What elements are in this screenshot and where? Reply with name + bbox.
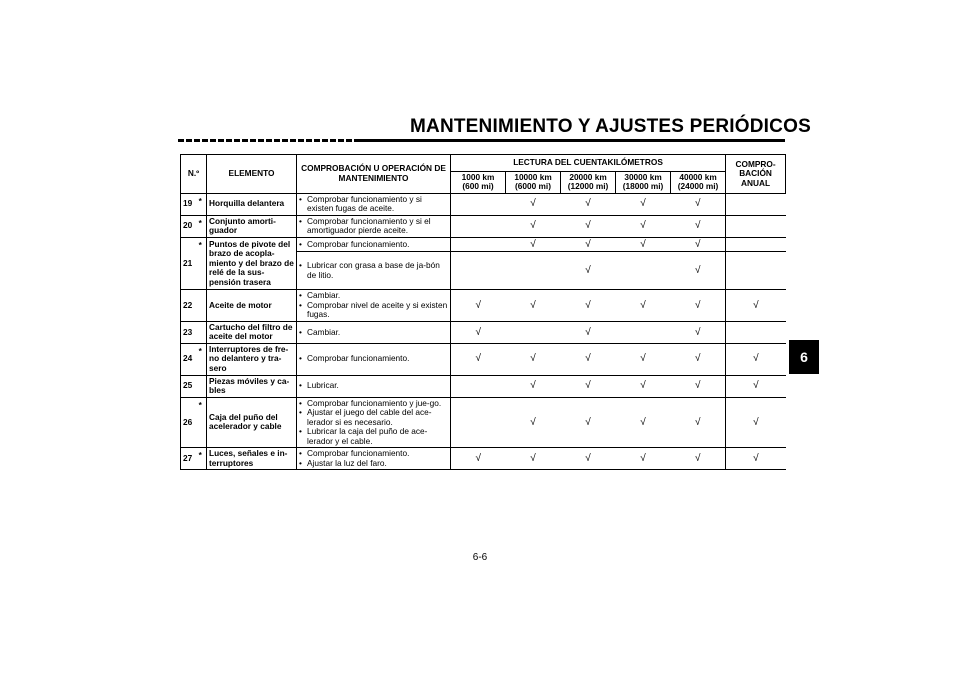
interval-check-cell <box>451 448 506 470</box>
interval-check-cell <box>506 252 561 290</box>
row-number: 22 <box>181 290 197 322</box>
check-mark-icon: √ <box>695 299 701 311</box>
interval-check-cell <box>561 375 616 397</box>
check-mark-icon: √ <box>530 198 536 210</box>
dealer-mark: * <box>197 448 207 470</box>
interval-check-cell <box>561 321 616 343</box>
table-row <box>181 448 786 470</box>
interval-check-cell <box>451 290 506 322</box>
interval-check-cell <box>671 237 726 252</box>
row-number: 19 <box>181 193 197 215</box>
table-row <box>181 215 786 237</box>
table-row <box>181 290 786 322</box>
interval-check-cell <box>506 237 561 252</box>
header-interval: 40000 km (24000 mi) <box>671 171 726 193</box>
dealer-mark: * <box>197 215 207 237</box>
check-mark-icon: √ <box>640 380 646 392</box>
row-number: 23 <box>181 321 197 343</box>
interval-check-cell <box>671 193 726 215</box>
operation-item: • Lubricar la caja del puño de ace-lerador y el cable. <box>299 427 448 446</box>
operation-cell <box>297 375 451 397</box>
check-mark-icon: √ <box>753 353 759 365</box>
operation-item: • Lubricar. <box>299 381 448 391</box>
dealer-mark: * <box>197 193 207 215</box>
check-mark-icon: √ <box>640 453 646 465</box>
interval-check-cell <box>506 193 561 215</box>
check-mark-icon: √ <box>585 198 591 210</box>
check-mark-icon: √ <box>530 299 536 311</box>
check-mark-icon: √ <box>585 238 591 250</box>
interval-check-cell <box>671 215 726 237</box>
interval-check-cell <box>561 237 616 252</box>
interval-check-cell <box>616 252 671 290</box>
operation-item: • Ajustar la luz del faro. <box>299 459 448 469</box>
check-mark-icon: √ <box>475 453 482 465</box>
operation-cell <box>297 193 451 215</box>
operation-cell <box>297 215 451 237</box>
interval-check-cell <box>451 375 506 397</box>
check-mark-icon: √ <box>530 453 536 465</box>
annual-check-cell <box>726 448 786 470</box>
interval-check-cell <box>616 448 671 470</box>
interval-check-cell <box>561 193 616 215</box>
check-mark-icon: √ <box>695 238 701 250</box>
annual-check-cell <box>726 290 786 322</box>
interval-check-cell <box>616 193 671 215</box>
check-mark-icon: √ <box>640 198 646 210</box>
annual-check-cell <box>726 215 786 237</box>
table-row <box>181 237 786 252</box>
check-mark-icon: √ <box>695 380 701 392</box>
page-title: MANTENIMIENTO Y AJUSTES PERIÓDICOS <box>410 116 811 137</box>
header-operation: COMPROBACIÓN U OPERACIÓN DE MANTENIMIENTO <box>297 155 451 194</box>
interval-check-cell <box>616 397 671 448</box>
interval-check-cell <box>616 290 671 322</box>
dealer-mark <box>197 321 207 343</box>
operation-cell <box>297 252 451 290</box>
check-mark-icon: √ <box>695 198 701 210</box>
interval-check-cell <box>561 290 616 322</box>
interval-check-cell <box>506 343 561 375</box>
row-number: 20 <box>181 215 197 237</box>
check-mark-icon: √ <box>585 380 591 392</box>
row-number: 27 <box>181 448 197 470</box>
interval-check-cell <box>671 448 726 470</box>
check-mark-icon: √ <box>585 220 591 232</box>
element-name: Puntos de pivote del brazo de acopla-miento y del brazo de relé de la sus-pensión trasera <box>207 237 297 290</box>
dealer-mark: * <box>197 237 207 290</box>
operation-item: • Comprobar funcionamiento y si el amortiguador pierde aceite. <box>299 217 448 236</box>
interval-check-cell <box>561 252 616 290</box>
operation-cell <box>297 343 451 375</box>
interval-check-cell <box>616 215 671 237</box>
interval-check-cell <box>561 448 616 470</box>
row-number: 25 <box>181 375 197 397</box>
check-mark-icon: √ <box>530 238 536 250</box>
check-mark-icon: √ <box>640 353 646 365</box>
check-mark-icon: √ <box>585 299 591 311</box>
operation-item: • Lubricar con grasa a base de ja-bón de litio. <box>299 261 448 280</box>
table-row <box>181 193 786 215</box>
interval-check-cell <box>451 343 506 375</box>
operation-item: • Comprobar funcionamiento. <box>299 240 448 250</box>
table-body <box>181 193 786 470</box>
check-mark-icon: √ <box>530 380 536 392</box>
dealer-mark: * <box>197 397 207 448</box>
element-name: Horquilla delantera <box>207 193 297 215</box>
dealer-mark: * <box>197 343 207 375</box>
check-mark-icon: √ <box>585 453 591 465</box>
interval-check-cell <box>616 343 671 375</box>
interval-check-cell <box>616 237 671 252</box>
element-name: Piezas móviles y ca-bles <box>207 375 297 397</box>
interval-check-cell <box>671 397 726 448</box>
annual-check-cell <box>726 397 786 448</box>
header-element: ELEMENTO <box>207 155 297 194</box>
interval-check-cell <box>451 237 506 252</box>
interval-check-cell <box>451 321 506 343</box>
check-mark-icon: √ <box>585 326 591 338</box>
interval-check-cell <box>671 343 726 375</box>
annual-check-cell <box>726 375 786 397</box>
table-row <box>181 397 786 448</box>
operation-item: • Cambiar. <box>299 328 448 338</box>
check-mark-icon: √ <box>640 238 646 250</box>
header-interval: 1000 km (600 mi) <box>451 171 506 193</box>
check-mark-icon: √ <box>753 299 759 311</box>
page-number: 6-6 <box>472 552 488 563</box>
interval-check-cell <box>561 343 616 375</box>
check-mark-icon: √ <box>695 326 701 338</box>
interval-check-cell <box>506 215 561 237</box>
interval-check-cell <box>451 397 506 448</box>
check-mark-icon: √ <box>695 453 701 465</box>
annual-check-cell <box>726 343 786 375</box>
title-rule <box>180 139 785 142</box>
check-mark-icon: √ <box>585 353 591 365</box>
header-num: N.º <box>181 155 207 194</box>
check-mark-icon: √ <box>753 416 759 428</box>
interval-check-cell <box>506 448 561 470</box>
interval-check-cell <box>671 252 726 290</box>
interval-check-cell <box>506 397 561 448</box>
interval-check-cell <box>671 290 726 322</box>
element-name: Conjunto amorti- guador <box>207 215 297 237</box>
check-mark-icon: √ <box>640 220 646 232</box>
operation-cell <box>297 237 451 252</box>
chapter-tab: 6 <box>789 340 819 374</box>
check-mark-icon: √ <box>530 220 536 232</box>
row-number: 24 <box>181 343 197 375</box>
element-name: Caja del puño del acelerador y cable <box>207 397 297 448</box>
annual-check-cell <box>726 193 786 215</box>
check-mark-icon: √ <box>585 416 591 428</box>
annual-check-cell <box>726 252 786 290</box>
header-odometer: LECTURA DEL CUENTAKILÓMETROS <box>451 155 726 172</box>
check-mark-icon: √ <box>475 326 482 338</box>
interval-check-cell <box>616 375 671 397</box>
dealer-mark <box>197 290 207 322</box>
element-name: Interruptores de fre-no delantero y tra-sero <box>207 343 297 375</box>
operation-item: • Comprobar nivel de aceite y si existen fugas. <box>299 301 448 320</box>
check-mark-icon: √ <box>695 265 701 276</box>
operation-cell <box>297 448 451 470</box>
operation-item: • Cambiar. <box>299 291 448 301</box>
row-number: 21 <box>181 237 197 290</box>
operation-item: • Ajustar el juego del cable del ace-lerador si es necesario. <box>299 408 448 427</box>
element-name: Aceite de motor <box>207 290 297 322</box>
check-mark-icon: √ <box>475 299 482 311</box>
element-name: Cartucho del filtro de aceite del motor <box>207 321 297 343</box>
header-interval: 30000 km (18000 mi) <box>616 171 671 193</box>
annual-check-cell <box>726 321 786 343</box>
interval-check-cell <box>506 290 561 322</box>
table-row <box>181 343 786 375</box>
check-mark-icon: √ <box>695 416 701 428</box>
operation-item: • Comprobar funcionamiento y jue-go. <box>299 399 448 409</box>
check-mark-icon: √ <box>585 265 591 276</box>
check-mark-icon: √ <box>753 453 759 465</box>
interval-check-cell <box>451 193 506 215</box>
interval-check-cell <box>506 375 561 397</box>
check-mark-icon: √ <box>640 416 646 428</box>
check-mark-icon: √ <box>530 353 536 365</box>
interval-check-cell <box>506 321 561 343</box>
element-name: Luces, señales e in-terruptores <box>207 448 297 470</box>
interval-check-cell <box>561 397 616 448</box>
dealer-mark <box>197 375 207 397</box>
check-mark-icon: √ <box>695 220 701 232</box>
operation-cell <box>297 397 451 448</box>
maintenance-table <box>180 154 786 470</box>
interval-check-cell <box>671 375 726 397</box>
operation-item: • Comprobar funcionamiento. <box>299 449 448 459</box>
check-mark-icon: √ <box>640 299 646 311</box>
interval-check-cell <box>451 215 506 237</box>
header-interval: 20000 km (12000 mi) <box>561 171 616 193</box>
interval-check-cell <box>671 321 726 343</box>
operation-cell <box>297 290 451 322</box>
operation-item: • Comprobar funcionamiento. <box>299 354 448 364</box>
annual-check-cell <box>726 237 786 252</box>
table-row <box>181 321 786 343</box>
header-interval: 10000 km (6000 mi) <box>506 171 561 193</box>
operation-item: • Comprobar funcionamiento y si existen fugas de aceite. <box>299 195 448 214</box>
check-mark-icon: √ <box>695 353 701 365</box>
table-row <box>181 375 786 397</box>
check-mark-icon: √ <box>475 353 482 365</box>
check-mark-icon: √ <box>753 380 759 392</box>
interval-check-cell <box>616 321 671 343</box>
check-mark-icon: √ <box>530 416 536 428</box>
interval-check-cell <box>561 215 616 237</box>
header-annual: COMPRO- BACIÓN ANUAL <box>726 155 786 194</box>
row-number: 26 <box>181 397 197 448</box>
header-row-1 <box>181 155 786 172</box>
operation-cell <box>297 321 451 343</box>
interval-check-cell <box>451 252 506 290</box>
